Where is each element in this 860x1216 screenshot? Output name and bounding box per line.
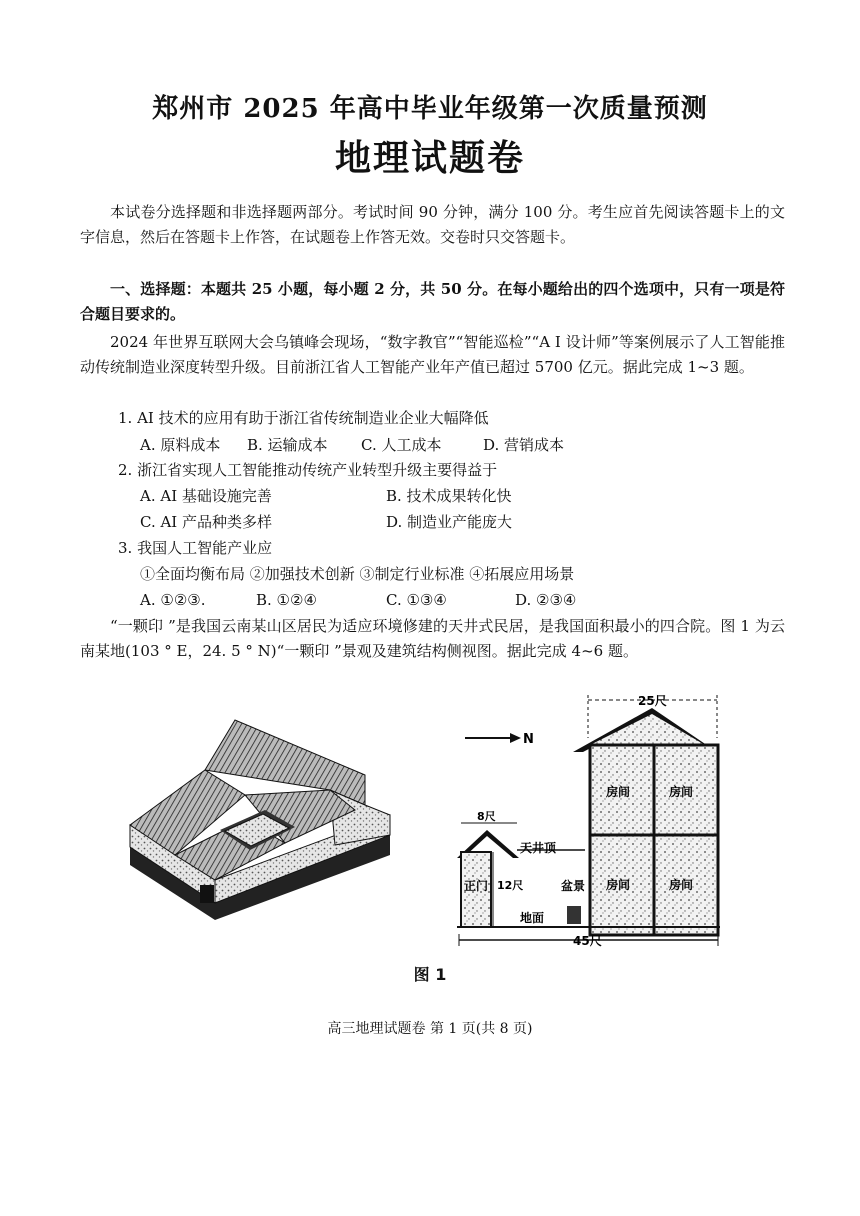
- exam-title: 郑州市 2025 年高中毕业年级第一次质量预测: [152, 94, 708, 124]
- room-label-1: 房间: [606, 785, 631, 799]
- question-3-statements: ①全面均衡布局 ②加强技术创新 ③制定行业标准 ④拓展应用场景: [140, 565, 575, 583]
- question-2-option-c: C. AI 产品种类多样: [140, 513, 273, 531]
- question-3-option-d: D. ②③④: [515, 591, 577, 609]
- courtyard-house-illustration: [125, 715, 400, 925]
- exam-subject-title: 地理试题卷: [334, 137, 525, 179]
- dimension-gate-width: 8尺: [477, 810, 496, 823]
- courtyard-roof-label: 天井顶: [520, 841, 557, 855]
- material-paragraph-1: 2024 年世界互联网大会乌镇峰会现场，“数字教官”“智能巡检”“A I 设计师”等案例展示了人工智能推动传统制造业深度转型升级。目前浙江省人工智能产业年产值已超过 5700 亿元。据此完成 1~3 题。: [80, 333, 785, 376]
- question-2-option-d: D. 制造业产能庞大: [386, 513, 513, 531]
- room-label-2: 房间: [669, 785, 694, 799]
- question-2-option-b: B. 技术成果转化快: [386, 487, 512, 505]
- house-section-diagram: [455, 690, 730, 948]
- question-1-stem: 1. AI 技术的应用有助于浙江省传统制造业企业大幅降低: [118, 409, 489, 427]
- question-1-option-c: C. 人工成本: [361, 436, 442, 454]
- question-1-option-d: D. 营销成本: [483, 436, 565, 454]
- dimension-total-width: 45尺: [573, 934, 602, 948]
- figure-caption: 图 1: [413, 965, 447, 984]
- question-1-option-a: A. 原料成本: [140, 436, 221, 454]
- basin-label: 盆景: [561, 879, 586, 893]
- question-3-option-b: B. ①②④: [256, 591, 317, 609]
- page-footer: 高三地理试题卷 第 1 页(共 8 页): [327, 1021, 533, 1037]
- question-2-stem: 2. 浙江省实现人工智能推动传统产业转型升级主要得益于: [118, 461, 498, 479]
- question-1-option-b: B. 运输成本: [247, 436, 328, 454]
- dimension-top-width: 25尺: [638, 694, 667, 708]
- question-3-option-a: A. ①②③.: [140, 591, 206, 609]
- section-heading: 一、选择题：本题共 25 小题，每小题 2 分，共 50 分。在每小题给出的四个选项中，只有一项是符合题目要求的。: [80, 280, 785, 323]
- room-label-4: 房间: [669, 878, 694, 892]
- question-2-option-a: A. AI 基础设施完善: [140, 487, 272, 505]
- north-label: N: [523, 732, 534, 747]
- material-paragraph-2: “一颗印 ”是我国云南某山区居民为适应环境修建的天井式民居，是我国面积最小的四合院。图 1 为云南某地(103 ° E，24. 5 ° N)“一颗印 ”景观及建筑结构侧视图。据此完成 4~6 题。: [80, 617, 785, 660]
- dimension-gate-height: 12尺: [497, 879, 524, 892]
- question-3-option-c: C. ①③④: [386, 591, 447, 609]
- exam-instructions: 本试卷分选择题和非选择题两部分。考试时间 90 分钟，满分 100 分。考生应首先阅读答题卡上的文字信息，然后在答题卡上作答，在试题卷上作答无效。交卷时只交答题卡。: [80, 203, 785, 246]
- gate-label: 正门: [464, 879, 489, 893]
- question-3-stem: 3. 我国人工智能产业应: [118, 539, 273, 557]
- room-label-3: 房间: [606, 878, 631, 892]
- ground-label: 地面: [520, 911, 545, 925]
